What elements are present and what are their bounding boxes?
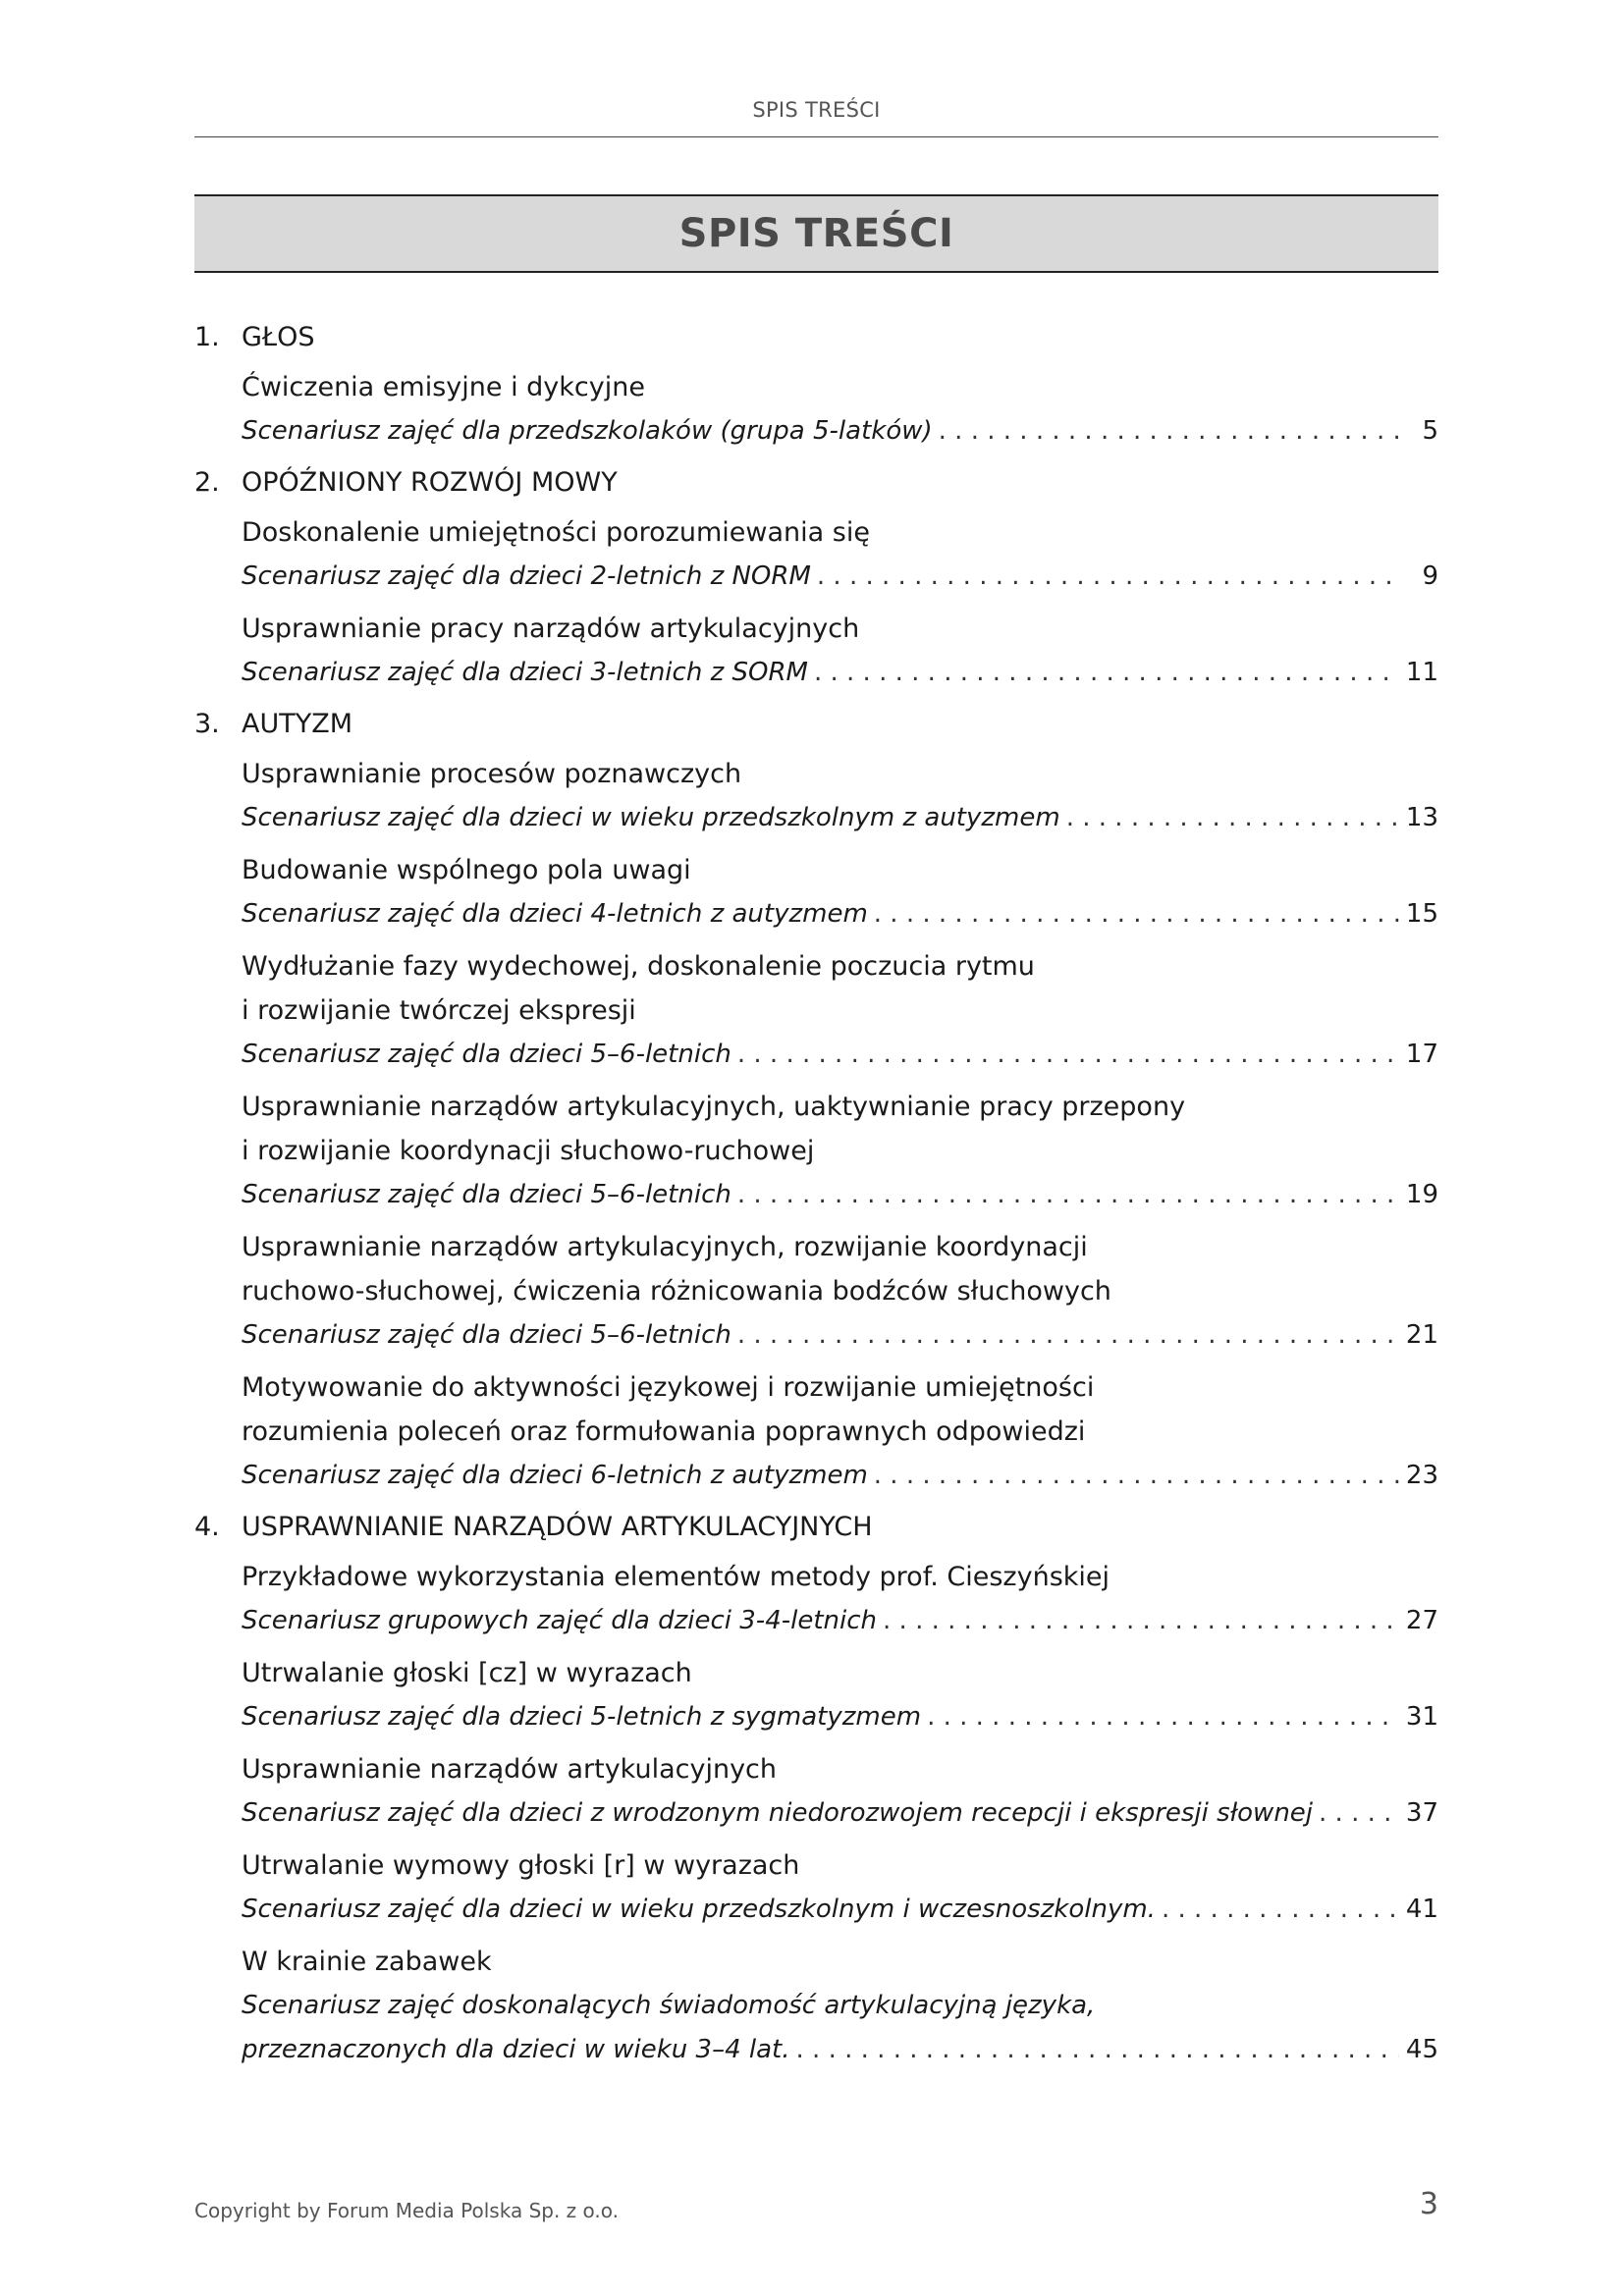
entry-title: Usprawnianie procesów poznawczych: [242, 759, 742, 789]
entry-line: [242, 2028, 1438, 2072]
entry-page-number: 5: [1422, 416, 1438, 446]
toc-entry[interactable]: [242, 1365, 1438, 1498]
entry-line: [242, 1599, 1438, 1643]
entry-subtitle: Scenariusz zajęć dla dzieci 2-letnich z NORM: [242, 561, 811, 591]
toc-entry[interactable]: [242, 944, 1438, 1077]
entry-title: Budowanie wspólnego pola uwagi: [242, 855, 691, 885]
dot-leader: [796, 2028, 1399, 2072]
entry-subtitle: Scenariusz zajęć dla dzieci 6-letnich z autyzmem: [242, 1461, 868, 1490]
entry-page-number: 41: [1405, 1895, 1438, 1924]
section-heading: [194, 703, 1438, 746]
entry-line: [242, 892, 1438, 936]
entry-line: [242, 1033, 1438, 1077]
entry-line: [242, 1888, 1438, 1932]
entry-subtitle: przeznaczonych dla dzieci w wieku 3–4 lat.: [242, 2035, 790, 2064]
toc-entry[interactable]: [242, 1651, 1438, 1739]
section-number: 3.: [194, 709, 220, 739]
title-banner: [194, 194, 1438, 273]
entry-subtitle: Scenariusz grupowych zajęć dla dzieci 3-4-letnich: [242, 1606, 878, 1635]
toc-entry[interactable]: [242, 1940, 1438, 2072]
entry-subtitle: Scenariusz zajęć dla dzieci 5–6-letnich: [242, 1180, 731, 1209]
section-label: OPÓŹNIONY ROZWÓJ MOWY: [242, 467, 618, 498]
entry-line: [242, 651, 1438, 695]
entry-page-number: 11: [1405, 658, 1438, 687]
toc-section: [194, 1506, 1438, 2072]
toc-entry[interactable]: [242, 1225, 1438, 1358]
section-number: 4.: [194, 1512, 220, 1542]
entry-title: Przykładowe wykorzystania elementów metody prof. Cieszyńskiej: [242, 1562, 1110, 1592]
entry-title: Wydłużanie fazy wydechowej, doskonalenie poczucia rytmu i rozwijanie twórczej ekspresji: [242, 951, 1035, 1026]
dot-leader: [814, 651, 1399, 695]
entry-subtitle: Scenariusz zajęć dla przedszkolaków (grupa 5-latków): [242, 416, 933, 446]
entry-subtitle: Scenariusz zajęć dla dzieci w wieku przedszkolnym z autyzmem: [242, 803, 1060, 832]
toc-entry[interactable]: [242, 607, 1438, 695]
entry-page-number: 31: [1405, 1702, 1438, 1732]
entry-title: Usprawnianie pracy narządów artykulacyjnych: [242, 614, 860, 644]
entry-page-number: 9: [1422, 561, 1438, 591]
entry-title: Usprawnianie narządów artykulacyjnych, uaktywnianie pracy przepony i rozwijanie koordynacji słuchowo-ruchowej: [242, 1092, 1186, 1166]
dot-leader: [737, 1173, 1399, 1217]
section-label: AUTYZM: [242, 709, 353, 739]
section-heading: [194, 316, 1438, 359]
toc-entry[interactable]: [242, 1843, 1438, 1932]
section-heading: [194, 1506, 1438, 1549]
dot-leader: [817, 555, 1399, 599]
section-number: 1.: [194, 322, 220, 352]
toc-entry[interactable]: [242, 848, 1438, 936]
toc-section: [194, 316, 1438, 454]
entry-page-number: 21: [1405, 1320, 1438, 1350]
entry-subtitle: Scenariusz zajęć dla dzieci 4-letnich z autyzmem: [242, 899, 868, 929]
entry-page-number: 19: [1405, 1180, 1438, 1209]
dot-leader: [927, 1695, 1399, 1739]
entry-title: W krainie zabawek: [242, 1947, 492, 1977]
table-of-contents: [194, 316, 1438, 2080]
entry-page-number: 13: [1405, 803, 1438, 832]
entry-subtitle: Scenariusz zajęć dla dzieci 5–6-letnich: [242, 1320, 731, 1350]
entry-subtitle: Scenariusz zajęć dla dzieci w wieku przedszkolnym i wczesnoszkolnym.: [242, 1895, 1156, 1924]
entry-line: [242, 555, 1438, 599]
entry-title: Usprawnianie narządów artykulacyjnych: [242, 1754, 778, 1785]
footer-page-number: 3: [1419, 2187, 1438, 2221]
dot-leader: [939, 409, 1399, 454]
entry-page-number: 15: [1405, 899, 1438, 929]
entry-subtitle: Scenariusz zajęć dla dzieci 3-letnich z SORM: [242, 658, 808, 687]
entry-title: Utrwalanie głoski [cz] w wyrazach: [242, 1658, 692, 1688]
entry-page-number: 27: [1405, 1606, 1438, 1635]
toc-entry[interactable]: [242, 365, 1438, 454]
entry-line: [242, 1791, 1438, 1836]
dot-leader: [874, 892, 1399, 936]
section-number: 2.: [194, 467, 220, 498]
dot-leader: [1319, 1791, 1399, 1836]
section-label: USPRAWNIANIE NARZĄDÓW ARTYKULACYJNYCH: [242, 1512, 873, 1542]
toc-section: [194, 461, 1438, 695]
section-label: GŁOS: [242, 322, 315, 352]
dot-leader: [883, 1599, 1399, 1643]
entry-title: Utrwalanie wymowy głoski [r] w wyrazach: [242, 1850, 800, 1881]
entry-line: [242, 1173, 1438, 1217]
dot-leader: [1162, 1888, 1399, 1932]
entry-subtitle: Scenariusz zajęć dla dzieci 5–6-letnich: [242, 1040, 731, 1069]
entry-page-number: 17: [1405, 1040, 1438, 1069]
entry-title: Usprawnianie narządów artykulacyjnych, rozwijanie koordynacji ruchowo-słuchowej, ćwiczenia różnicowania bodźców słuchowych: [242, 1232, 1111, 1307]
entry-subtitle: Scenariusz zajęć dla dzieci z wrodzonym niedorozwojem recepcji i ekspresji słownej: [242, 1798, 1314, 1828]
entry-line: [242, 796, 1438, 840]
toc-entry[interactable]: [242, 510, 1438, 599]
dot-leader: [874, 1454, 1399, 1498]
entry-subtitle: Scenariusz zajęć dla dzieci 5-letnich z sygmatyzmem: [242, 1702, 922, 1732]
section-heading: [194, 461, 1438, 505]
running-header: SPIS TREŚCI: [752, 98, 881, 122]
footer-copyright: Copyright by Forum Media Polska Sp. z o.o.: [194, 2199, 620, 2222]
dot-leader: [737, 1313, 1399, 1358]
entry-line: [242, 1695, 1438, 1739]
toc-entry[interactable]: [242, 1747, 1438, 1836]
header-divider: [194, 136, 1438, 137]
toc-entry[interactable]: [242, 1555, 1438, 1643]
entry-subtitle-line: Scenariusz zajęć doskonalących świadomość artykulacyjną języka,: [242, 1991, 1096, 2020]
entry-page-number: 45: [1405, 2035, 1438, 2064]
entry-title: Ćwiczenia emisyjne i dykcyjne: [242, 372, 645, 402]
entry-line: [242, 1454, 1438, 1498]
toc-entry[interactable]: [242, 752, 1438, 840]
entry-title: Doskonalenie umiejętności porozumiewania się: [242, 517, 870, 548]
entry-page-number: 37: [1405, 1798, 1438, 1828]
toc-entry[interactable]: [242, 1085, 1438, 1217]
dot-leader: [737, 1033, 1399, 1077]
entry-title: Motywowanie do aktywności językowej i rozwijanie umiejętności rozumienia poleceń oraz formułowania poprawnych odpowiedzi: [242, 1372, 1095, 1447]
entry-page-number: 23: [1405, 1461, 1438, 1490]
entry-line: [242, 409, 1438, 454]
entry-line: [242, 1313, 1438, 1358]
toc-section: [194, 703, 1438, 1498]
page-title: SPIS TREŚCI: [678, 211, 954, 256]
dot-leader: [1066, 796, 1399, 840]
